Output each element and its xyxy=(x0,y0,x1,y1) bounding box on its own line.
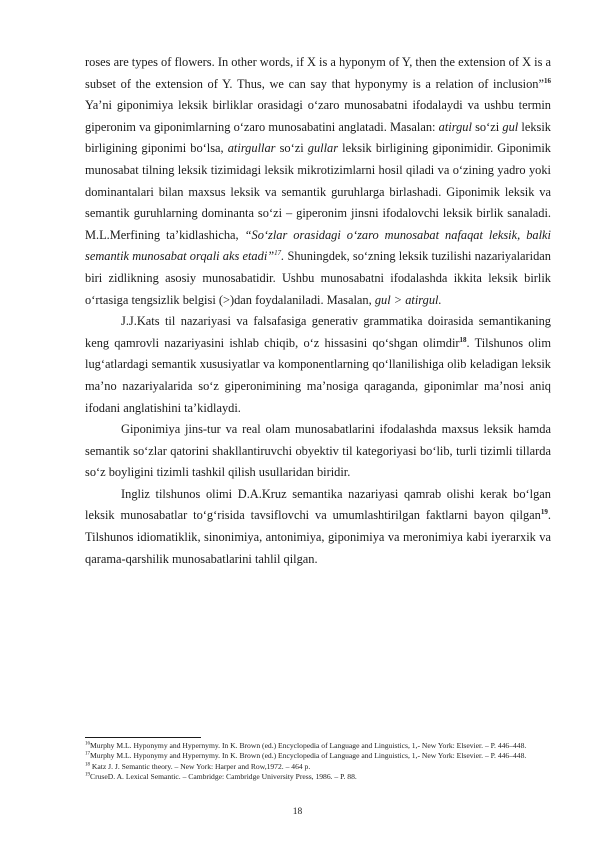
example-word-gul: gul xyxy=(502,119,519,134)
footnote-ref-17[interactable]: 17 xyxy=(274,249,282,258)
example-relation: gul > atirgul. xyxy=(374,292,442,307)
murphy-quote: “So‘zlar orasidagi o‘zaro munosabat nafaqat leksik, balki semantik munosabat orqali aks etadi” xyxy=(85,227,551,264)
example-word-atirgullar: atirgullar xyxy=(227,141,276,156)
footnote-17: $^{17}$Murphy M.L. Hyponymy and Hypernymy. In K. Brown (ed.) Encyclopedia of Language and Linguistics, 1,- New York: Elsevier. – P. 446–448. xyxy=(85,751,527,761)
footnotes xyxy=(85,741,551,783)
paragraph-2: J.J.Kats til nazariyasi va falsafasiga generativ grammatika doirasida semantikaning keng qamrovli nazariyasini ishlab chiqib, o‘z hissasini qo‘shgan olimdir$^{18}$. Tilshunos olim lug‘atlardagi semantik xususiyatlar va komponentlarning qo‘llanilishiga olib keladigan leksik ma’no nazariyalarida so‘z giperonimining ma’nosiga qaraganda, giponimlar ma’nosi aniq ifodani anglatishini ta’kidlaydi. xyxy=(85,314,551,415)
body-text xyxy=(85,52,551,570)
footnote-19: $^{19}$CruseD. A. Lexical Semantic. – Cambridge: Cambridge University Press, 1986. – P. 88. xyxy=(85,772,357,782)
paragraph-3: Giponimiya jins-tur va real olam munosabatlarini ifodalashda maxsus leksik hamda semantik so‘zlar qatorini shakllantiruvchi obyektiv til kategoriyasi bo‘lib, turli tizimli tillarda so‘z boyligini tizimli tashkil qilish usullaridan biridir. xyxy=(85,422,551,480)
example-word-gullar: gullar xyxy=(307,141,339,156)
footnote-ref-19[interactable]: 19 xyxy=(540,508,548,517)
paragraph-4: Ingliz tilshunos olimi D.A.Kruz semantika nazariyasi qamrab olishi kerak bo‘lgan leksik munosabatlar to‘g‘risida tavsiflovchi va umumlashtirilgan faktlarni bayon qilgan$^{19}$. Tilshunos idiomatiklik, sinonimiya, antonimiya, giponimiya va meronimiya kabi iyerarxik va qarama-qarshilik munosabatlarini tahlil qilgan. xyxy=(85,486,551,566)
footnote-ref-18[interactable]: 18 xyxy=(459,335,467,344)
footnote-18: $^{18}$ Katz J. J. Semantic theory. – New York: Harper and Row,1972. – 464 p. xyxy=(85,761,311,771)
footnote-ref-16[interactable]: 16 xyxy=(544,76,551,85)
footnote-separator xyxy=(85,737,201,738)
example-word-atirgul: atirgul xyxy=(438,119,472,134)
page-number: 18 xyxy=(292,807,303,817)
paragraph-1: roses are types of flowers. In other words, if X is a hyponym of Y, then the extension of X is a subset of the extension of Y. Thus, we can say that hyponymy is a relation of inclusion”$^{16}$ Ya’ni giponimiya leksik birliklar orasidagi o‘zaro munosabatni ifodalaydi va ushbu termin giperonim va giponimlarning o‘zaro munosabatini anglatadi. Masalan: atirgul so‘zi gul leksik birligining giponimi bo‘lsa, atirgullar so‘zi gullar leksik birligining giponimidir. Giponimik munosabat tilning leksik tizimidagi leksik mikrotizimlarni hosil qiladi va o‘zining yadro yoki dominantalari bilan maxsus leksik va semantik guruhlarga birlashadi. Giponimik leksik va semantik guruhlarning dominanta so‘zi – giperonim jinsni ifodalovchi leksik birlik sanaladi. M.L.Merfining ta’kidlashicha, “So‘zlar orasidagi o‘zaro munosabat nafaqat leksik, balki semantik munosabat orqali aks etadi”$^{17}$. Shuningdek, so‘zning leksik tuzilishi nazariyalaridan biri zidlikning asosiy munosabatidir. Ushbu munosabatni ifodalashda ikkita leksik birlik o‘rtasiga tengsizlik belgisi (>)dan foydalaniladi. Masalan, gul > atirgul. xyxy=(85,55,551,307)
footnote-16: $^{16}$Murphy M.L. Hyponymy and Hypernymy. In K. Brown (ed.) Encyclopedia of Language and Linguistics, 1,- New York: Elsevier. – P. 446–448. xyxy=(85,741,527,750)
